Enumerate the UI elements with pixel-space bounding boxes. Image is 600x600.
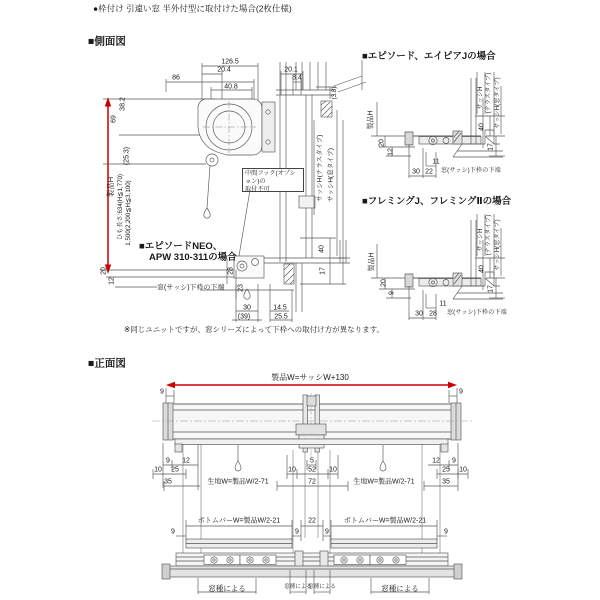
dim-label: 5: [310, 457, 314, 465]
dim-label: 30: [412, 168, 420, 176]
sill-bottom-label: 窓(サッシ)下枠の下端: [157, 284, 225, 292]
dim-label: 22: [425, 168, 433, 176]
bottombar-width-label: ボトムバーW=製品W/2-21: [197, 517, 281, 525]
side-view-title: ■側面図: [88, 35, 126, 48]
wall-hatch-sill: [284, 264, 294, 284]
sash-window-label: サッシH(窓タイプ): [493, 219, 501, 271]
dim-label: 11: [432, 158, 440, 166]
window-type-label: 窓種による: [208, 584, 246, 594]
sash-terrace-label: (テラスタイプ): [484, 72, 492, 114]
series-label: APW 310-311の場合: [149, 252, 237, 264]
cord-pulley: [206, 154, 218, 166]
dim-label: 20: [100, 267, 108, 275]
hook-note-box: [242, 168, 304, 192]
dim-label: 9: [452, 457, 456, 465]
product-width-arrow: [166, 382, 457, 388]
dim-label: 35: [442, 478, 450, 486]
meeting-rail: [299, 196, 315, 208]
operating-cord: [207, 166, 210, 208]
dim-label: 40.8: [224, 83, 238, 91]
dim-label: 9: [166, 457, 170, 465]
sash-h-label: サッシH: [476, 228, 484, 252]
dim-label: 9: [459, 388, 463, 396]
dim-label: 10: [459, 466, 467, 474]
cord-pull-end: [204, 208, 210, 218]
dim-label: 9: [160, 388, 164, 396]
sill-frame: [166, 566, 458, 577]
dim-label: 38.2: [119, 97, 127, 111]
dim-label: 20.1: [284, 66, 298, 74]
window-type-label: 窓種による: [308, 584, 336, 591]
dim-label: 20: [378, 139, 386, 147]
dim-label: 25: [442, 466, 450, 474]
dim-label: 22: [308, 517, 316, 525]
dim-label: 10: [154, 466, 162, 474]
front-view-title: ■正面図: [88, 357, 126, 370]
dim-label: 17: [487, 285, 495, 293]
product-height-label: 製品H: [106, 176, 116, 198]
dim-label: 40: [478, 123, 486, 131]
series-label: ■エピソードNEO、: [139, 241, 223, 253]
hook-note-line1: 中間フック(オプション)の: [245, 170, 296, 185]
dim-label: 40: [318, 245, 326, 253]
dim-label: 17: [319, 267, 327, 275]
sash-h-window-label: サッシH(窓タイプ): [327, 147, 335, 203]
side-view-footnote: ※同じユニットですが、窓シリーズによって下枠への取付け方が異なります。: [124, 325, 385, 335]
dim-label: 12: [387, 148, 395, 156]
dim-label: 30: [243, 304, 251, 312]
product-height-label: 製品H: [367, 110, 375, 130]
cord-pull-end-2: [244, 289, 250, 299]
dim-label: 9: [295, 528, 299, 536]
dim-label: 20.4: [217, 66, 231, 74]
side-view-drawing: [100, 60, 366, 322]
dim-label: 14.5: [273, 304, 287, 312]
sub-framing-title: ■フレミングJ、フレミングⅡの場合: [362, 196, 512, 208]
dim-label: 9: [171, 528, 175, 536]
product-height-label: 製品H: [368, 252, 376, 272]
window-type-label: 窓種による: [381, 584, 419, 594]
fabric-width-label: 生地W=製品W/2-71: [207, 478, 269, 486]
sub-episode-title: ■エピソード、エイピアJの場合: [362, 51, 496, 63]
sill-bottom-label: 窓(サッシ)下枠の下端: [441, 166, 501, 174]
dim-label: 9: [325, 528, 329, 536]
sash-window-label: サッシH(窓タイプ): [493, 77, 501, 129]
dim-label: 69: [110, 115, 118, 123]
bottombar-width-label: ボトムバーW=製品W/2-21: [343, 517, 427, 525]
dim-label: 126.5: [221, 58, 239, 66]
cord-length-note: ひも長さ:634(H≦1,770): [116, 173, 124, 241]
product-width-label: 製品W=サッシW+130: [271, 372, 349, 382]
dim-label: 9: [444, 528, 448, 536]
dim-label: (3.8): [330, 86, 338, 100]
dim-label: 72: [308, 478, 316, 486]
dim-label: 20: [380, 279, 388, 287]
dim-label: (25.3): [123, 146, 131, 166]
dim-label: 28: [429, 310, 437, 318]
dim-label: 35: [164, 478, 172, 486]
dim-label: 25.5: [274, 313, 288, 321]
mount-bracket: [262, 102, 275, 152]
cord-pull-right: [380, 461, 386, 471]
dim-label: 17: [487, 143, 495, 151]
sash-terrace-label: (テラスタイプ): [484, 214, 492, 256]
dim-label: 23: [237, 284, 245, 292]
dim-label: 12: [432, 457, 440, 465]
dim-label: 12: [108, 277, 116, 285]
bottom-bracket: [234, 256, 264, 278]
front-view-drawing: [152, 382, 472, 594]
dim-label: 25: [171, 466, 179, 474]
dim-label: 9: [388, 291, 396, 295]
page-header: ●枠付け 引違い窓 半外付型に取付けた場合(2枚仕様): [93, 3, 292, 14]
dim-label: 52: [308, 466, 316, 474]
cord-pull-left: [235, 461, 241, 471]
dim-label: 12: [182, 457, 190, 465]
sash-h-label: サッシH: [476, 86, 484, 110]
fabric-width-label: 生地W=製品W/2-71: [353, 478, 415, 486]
wall-hatch-top: [321, 101, 332, 117]
dim-label: 40: [478, 265, 486, 273]
dim-label: 86: [172, 74, 180, 82]
dim-label: 28: [227, 267, 235, 275]
dim-label: 10: [288, 466, 296, 474]
hook-note-line2: 取付不可: [245, 185, 270, 193]
window-type-label: 窓種による: [284, 584, 312, 591]
dim-label: 10: [329, 466, 337, 474]
sill-bottom-label: 窓(サッシ)下枠の下端: [447, 308, 507, 316]
dim-label: 8.4: [292, 74, 302, 82]
cord-length-note: 1,500(2,200≦H≦3,100): [124, 180, 132, 246]
dim-label: 30: [415, 310, 423, 318]
dim-label: 11: [439, 300, 447, 308]
sash-h-terrace-label: サッシH(テラスタイプ): [316, 134, 324, 202]
dim-label: (39): [237, 313, 251, 321]
